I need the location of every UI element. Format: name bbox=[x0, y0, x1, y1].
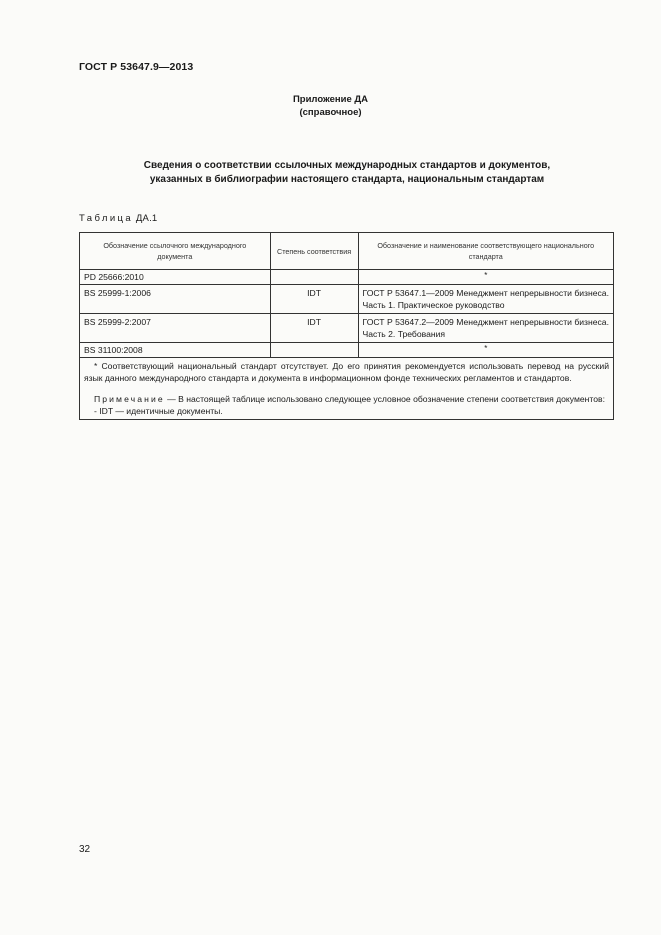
table-caption-number: ДА.1 bbox=[135, 213, 158, 224]
note-item: - IDT — идентичные документы. bbox=[94, 406, 223, 416]
cell-national: ГОСТ Р 53647.2—2009 Менеджмент непрерывности бизнеса. Часть 2. Требования bbox=[358, 314, 613, 343]
cell-degree bbox=[270, 270, 358, 285]
document-code: ГОСТ Р 53647.9—2013 bbox=[79, 61, 194, 73]
section-heading-line: указанных в библиографии настоящего стандарта, национальным стандартам bbox=[149, 174, 545, 185]
column-header: Обозначение и наименование соответствующего национального стандарта bbox=[358, 233, 613, 270]
table-header-row bbox=[80, 233, 614, 270]
table-row bbox=[80, 343, 614, 358]
cell-national: ГОСТ Р 53647.1—2009 Менеджмент непрерывности бизнеса. Часть 1. Практическое руководство bbox=[358, 285, 613, 314]
table-footer-row bbox=[80, 358, 614, 420]
cell-document: PD 25666:2010 bbox=[80, 270, 271, 285]
correspondence-table bbox=[79, 232, 614, 420]
column-header: Степень соответствия bbox=[270, 233, 358, 270]
table-row bbox=[80, 314, 614, 343]
appendix-title: Приложение ДА bbox=[292, 94, 369, 105]
section-heading bbox=[80, 159, 614, 187]
section-heading-line: Сведения о соответствии ссылочных международных стандартов и документов, bbox=[143, 160, 551, 171]
column-header: Обозначение ссылочного международного документа bbox=[80, 233, 271, 270]
note-text: — В настоящей таблице использовано следующее условное обозначение степени соответствия документов: bbox=[167, 394, 605, 404]
cell-document: BS 31100:2008 bbox=[80, 343, 271, 358]
page-number: 32 bbox=[79, 844, 91, 855]
note-label: Примечание bbox=[94, 394, 165, 404]
footnote: * Соответствующий национальный стандарт отсутствует. До его принятия рекомендуется использовать перевод на русский язык данного международного стандарта и документа в информационном фонде технических регламентов и стандартов. bbox=[84, 361, 609, 383]
table-caption-word: Таблица bbox=[79, 213, 134, 224]
cell-degree bbox=[270, 343, 358, 358]
cell-national: * bbox=[358, 270, 613, 285]
appendix-subtitle: (справочное) bbox=[299, 107, 362, 118]
table-row bbox=[80, 270, 614, 285]
table-row bbox=[80, 285, 614, 314]
table-caption bbox=[79, 213, 157, 224]
table-footer bbox=[80, 358, 614, 420]
note bbox=[84, 393, 609, 405]
cell-document: BS 25999-2:2007 bbox=[80, 314, 271, 343]
cell-document: BS 25999-1:2006 bbox=[80, 285, 271, 314]
cell-degree: IDT bbox=[270, 314, 358, 343]
cell-national: * bbox=[358, 343, 613, 358]
appendix-block bbox=[0, 93, 661, 119]
cell-degree: IDT bbox=[270, 285, 358, 314]
